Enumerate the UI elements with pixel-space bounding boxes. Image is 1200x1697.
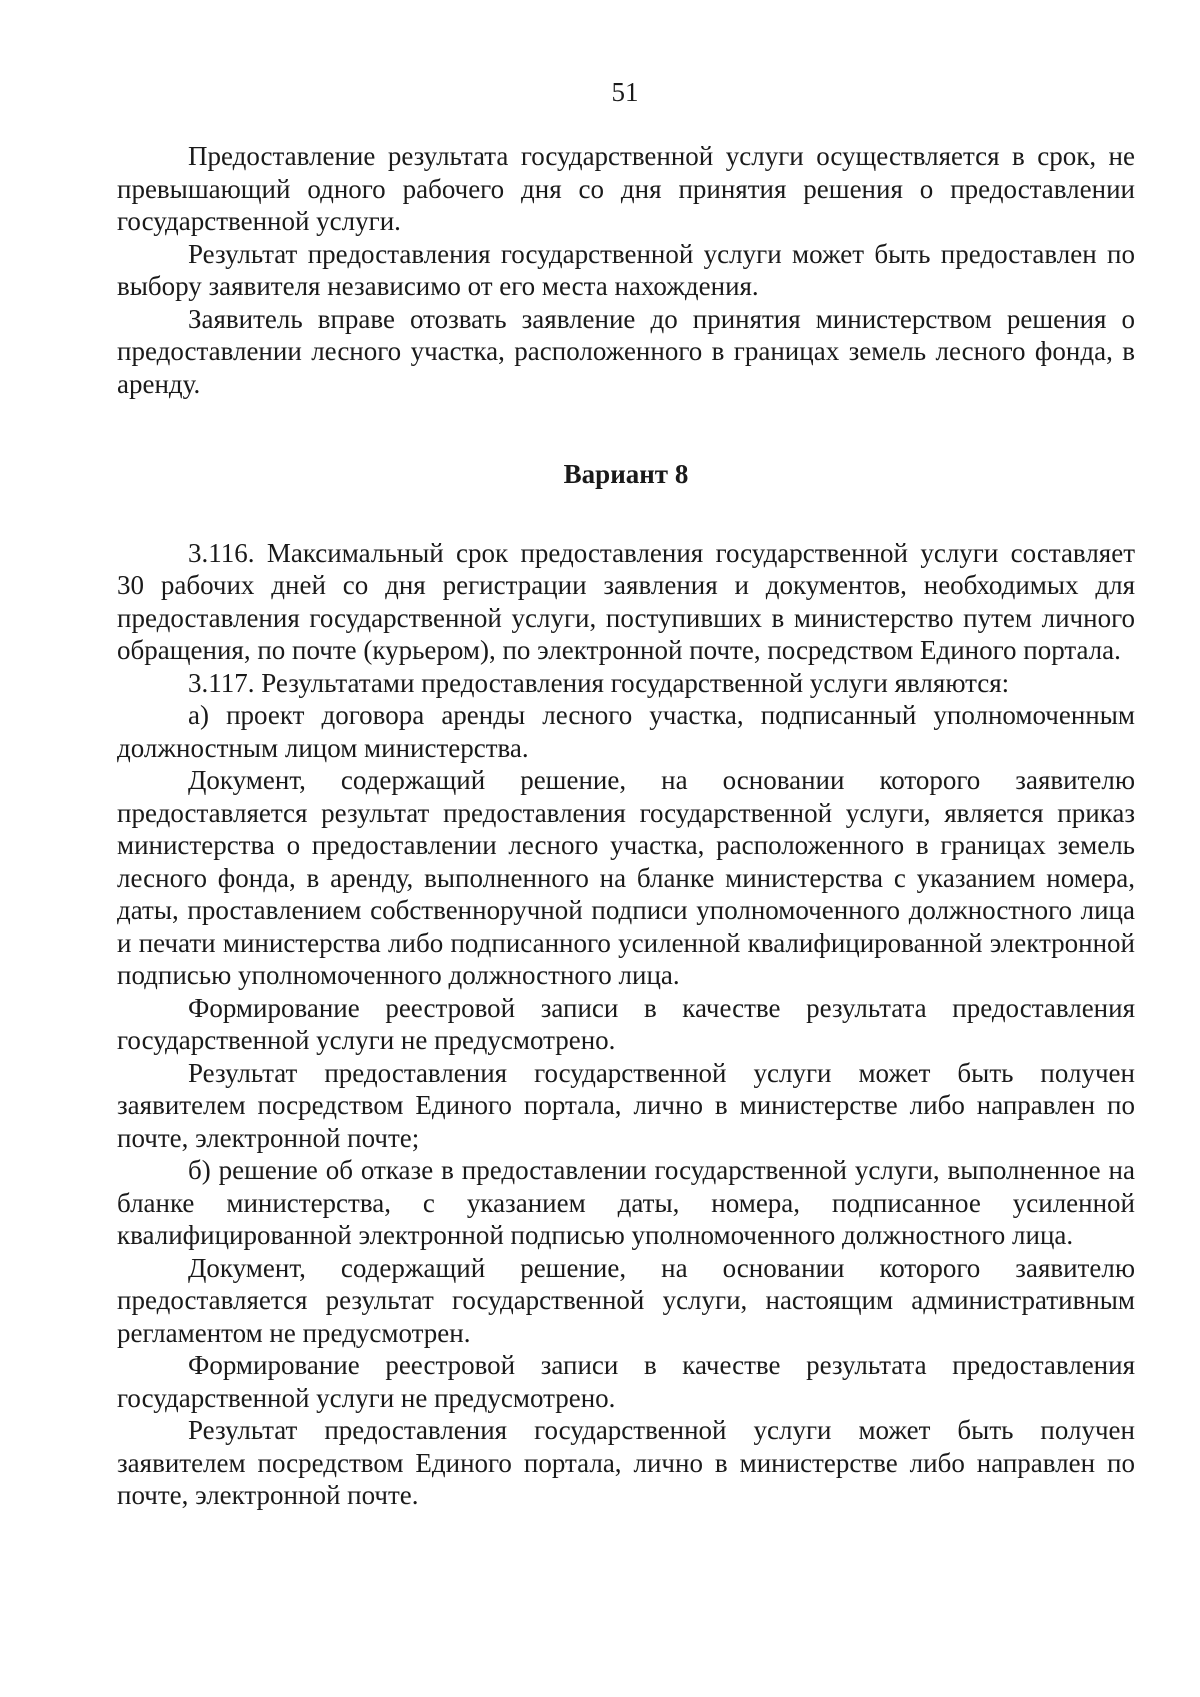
page-number: 51	[611, 77, 639, 107]
section-heading: Вариант 8	[563, 459, 689, 489]
paragraph: 3.117. Результатами предоставления государственной услуги являются:	[188, 667, 1010, 698]
paragraph: 3.116. Максимальный срок предоставления государственной услуги составляет 30 рабочих дней со дня регистрации заявления и документов, необходимых для предоставления государственной услуги, поступивших в министерство путем личного обращения, по почте (курьером), по электронной почте, посредством Единого портала.	[117, 537, 1135, 665]
paragraph: Документ, содержащий решение, на основании которого заявителю предоставляется результат предоставления государственной услуги, является приказ министерства о предоставлении лесного участка, расположенного в границах земель лесного фонда, в аренду, выполненного на бланке министерства с указанием номера, даты, проставлением собственноручной подписи уполномоченного должностного лица и печати министерства либо подписанного усиленной квалифицированной электронной подписью уполномоченного должностного лица.	[117, 765, 1135, 990]
paragraph: Формирование реестровой записи в качестве результата предоставления государственной услуги не предусмотрено.	[117, 992, 1135, 1055]
paragraph: Результат предоставления государственной услуги может быть получен заявителем посредством Единого портала, лично в министерстве либо направлен по почте, электронной почте;	[117, 1057, 1135, 1153]
paragraph: Результат предоставления государственной услуги может быть получен заявителем посредством Единого портала, лично в министерстве либо направлен по почте, электронной почте.	[117, 1415, 1135, 1510]
document-body	[117, 140, 1135, 1512]
paragraph: а) проект договора аренды лесного участка, подписанный уполномоченным должностным лицом министерства.	[117, 700, 1135, 763]
paragraph: Предоставление результата государственной услуги осуществляется в срок, не превышающий одного рабочего дня со дня принятия решения о предоставлении государственной услуги.	[117, 141, 1135, 236]
paragraph: б) решение об отказе в предоставлении государственной услуги, выполненное на бланке министерства, с указанием даты, номера, подписанное усиленной квалифицированной электронной подписью уполномоченного должностного лица.	[117, 1155, 1135, 1250]
paragraph: Результат предоставления государственной услуги может быть предоставлен по выбору заявителя независимо от его места нахождения.	[117, 238, 1135, 301]
paragraph: Формирование реестровой записи в качестве результата предоставления государственной услуги не предусмотрено.	[117, 1350, 1135, 1413]
paragraph: Документ, содержащий решение, на основании которого заявителю предоставляется результат государственной услуги, настоящим административным регламентом не предусмотрен.	[117, 1252, 1135, 1348]
paragraph: Заявитель вправе отозвать заявление до принятия министерством решения о предоставлении лесного участка, расположенного в границах земель лесного фонда, в аренду.	[117, 303, 1135, 399]
